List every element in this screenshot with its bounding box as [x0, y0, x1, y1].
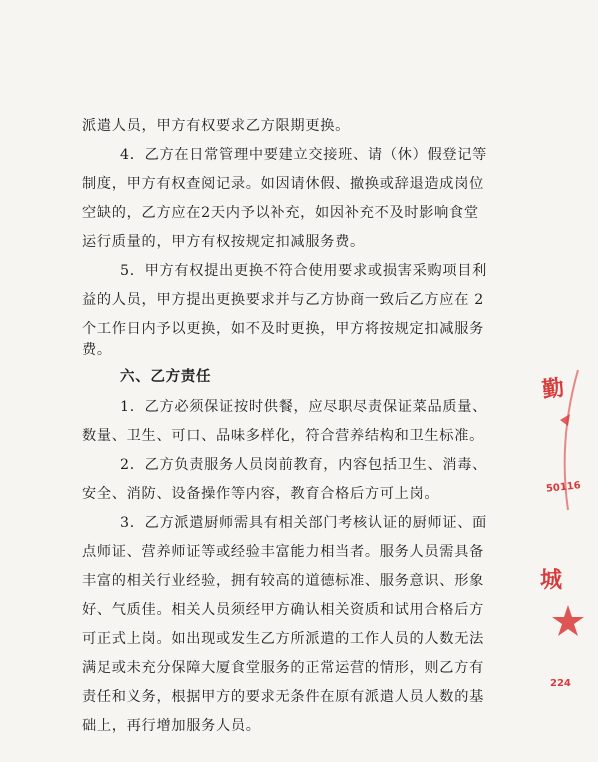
text-line: 满足或未充分保障大厦食堂服务的正常运营的情形，则乙方有 — [82, 660, 484, 676]
seal-fragment: 224 — [550, 678, 571, 689]
text-line: 1．乙方必须保证按时供餐，应尽职尽责保证菜品质量、 — [120, 399, 488, 415]
text-line: 3．乙方派遣厨师需具有相关部门考核认证的厨师证、面 — [120, 515, 488, 531]
text-line: 数量、卫生、可口、品味多样化，符合营养结构和卫生标准。 — [82, 428, 484, 444]
text-line: 好、气质佳。相关人员须经甲方确认相关资质和试用合格后方 — [82, 602, 484, 618]
text-line: 制度，甲方有权查阅记录。如因请休假、撤换或辞退造成岗位 — [82, 176, 484, 192]
text-line: 个工作日内予以更换，如不及时更换，甲方将按规定扣减服务 — [82, 321, 484, 337]
text-line: 费。 — [82, 342, 112, 358]
section-heading: 六、乙方责任 — [120, 369, 212, 385]
text-line: 派遣人员，甲方有权要求乙方限期更换。 — [82, 118, 350, 134]
seal-arc — [538, 360, 598, 720]
text-line: 空缺的，乙方应在2天内予以补充，如因补充不及时影响食堂 — [82, 205, 479, 221]
text-line: 安全、消防、设备操作等内容，教育合格后方可上岗。 — [82, 486, 440, 502]
official-seal-stamp — [538, 360, 598, 720]
text-line: 4．乙方在日常管理中要建立交接班、请（休）假登记等 — [120, 147, 488, 163]
text-line: 可正式上岗。如出现或发生乙方所派遣的工作人员的人数无法 — [82, 631, 484, 647]
text-line: 丰富的相关行业经验，拥有较高的道德标准、服务意识、形象 — [82, 573, 484, 589]
text-line: 础上，再行增加服务人员。 — [82, 718, 261, 734]
seal-fragment: 勤 — [540, 375, 566, 404]
seal-fragment: 50116 — [545, 480, 582, 495]
text-line: 责任和义务，根据甲方的要求无条件在原有派遣人员人数的基 — [82, 689, 484, 705]
seal-fragment: 城 — [540, 568, 563, 593]
text-line: 运行质量的，甲方有权按规定扣减服务费。 — [82, 234, 365, 250]
text-line: 益的人员，甲方提出更换要求并与乙方协商一致后乙方应在 2 — [82, 292, 485, 308]
text-line: 2．乙方负责服务人员岗前教育，内容包括卫生、消毒、 — [120, 457, 488, 473]
text-line: 点师证、营养师证等或经验丰富能力相当者。服务人员需具备 — [82, 544, 484, 560]
text-line: 5．甲方有权提出更换不符合使用要求或损害采购项目利 — [120, 263, 488, 279]
